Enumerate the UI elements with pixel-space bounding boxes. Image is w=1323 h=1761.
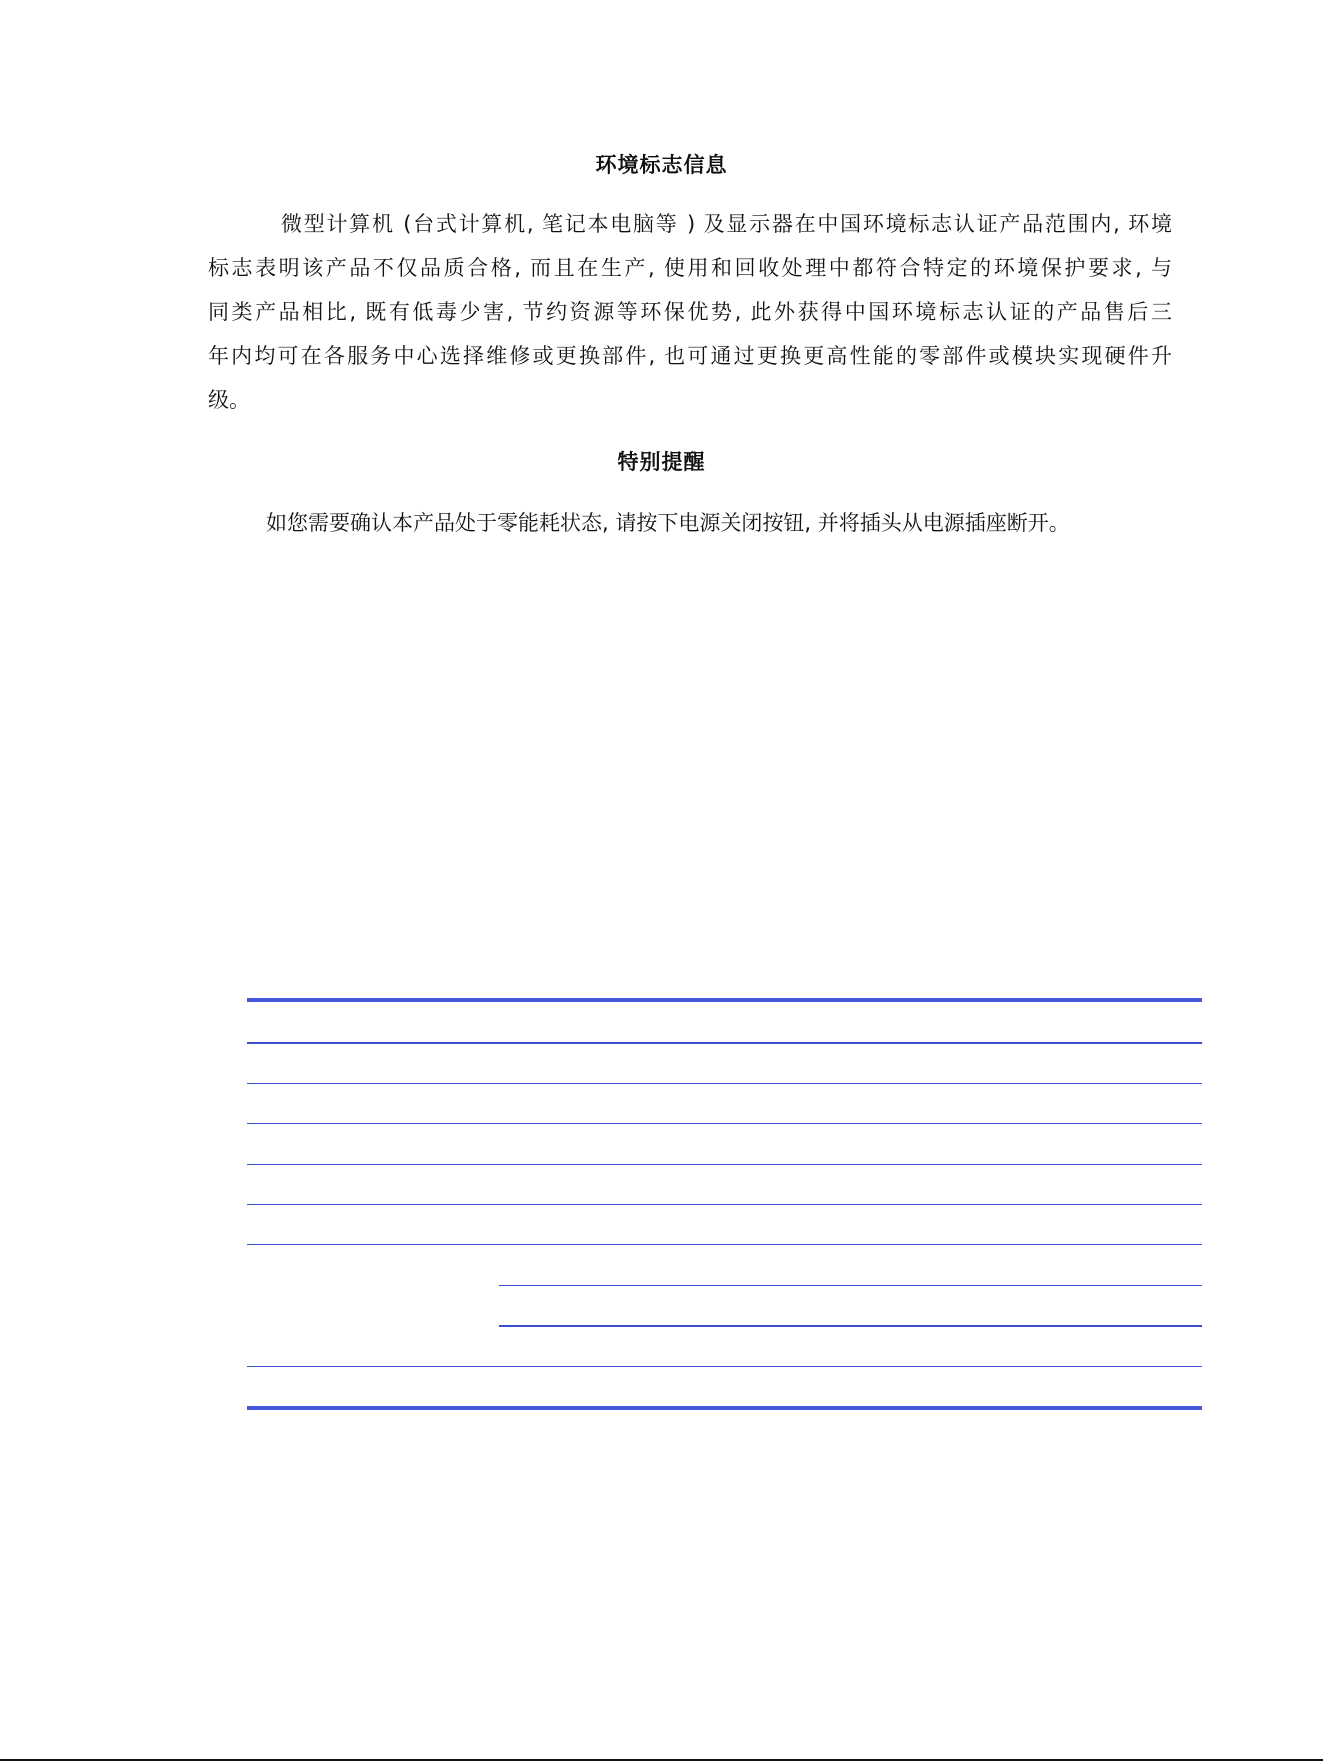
environment-heading: 环境标志信息 xyxy=(595,153,728,177)
table-bottom-rule xyxy=(247,1406,1202,1410)
table-top-rule xyxy=(247,998,1202,1002)
table-row-rule xyxy=(247,1366,1202,1367)
table-row-rule xyxy=(247,1244,1202,1245)
table-row-rule xyxy=(247,1083,1202,1084)
notice-line: 如您需要确认本产品处于零能耗状态, 请按下电源关闭按钮, 并将插头从电源插座断开。 xyxy=(266,511,1070,535)
table-row-rule xyxy=(247,1204,1202,1205)
environment-line-2: 标志表明该产品不仅品质合格, 而且在生产, 使用和回收处理中都符合特定的环境保护要求, 与 xyxy=(208,256,1172,280)
table-header-rule xyxy=(247,1042,1202,1044)
table-row-rule xyxy=(247,1123,1202,1124)
environment-paragraph xyxy=(208,202,1172,422)
table-subrow-rule xyxy=(499,1285,1202,1286)
environment-line-4: 年内均可在各服务中心选择维修或更换部件, 也可通过更换更高性能的零部件或模块实现硬件升 xyxy=(208,344,1172,368)
notice-paragraph xyxy=(266,501,1146,545)
environment-line-5: 级。 xyxy=(208,388,250,412)
environment-line-1: 微型计算机 (台式计算机, 笔记本电脑等 ) 及显示器在中国环境标志认证产品范围内, 环境 xyxy=(281,212,1172,236)
table-subrow-rule xyxy=(499,1325,1202,1327)
ruled-table xyxy=(247,998,1202,1412)
table-row-rule xyxy=(247,1164,1202,1165)
environment-line-3: 同类产品相比, 既有低毒少害, 节约资源等环保优势, 此外获得中国环境标志认证的产品售后三 xyxy=(208,300,1172,324)
notice-heading: 特别提醒 xyxy=(617,450,706,474)
